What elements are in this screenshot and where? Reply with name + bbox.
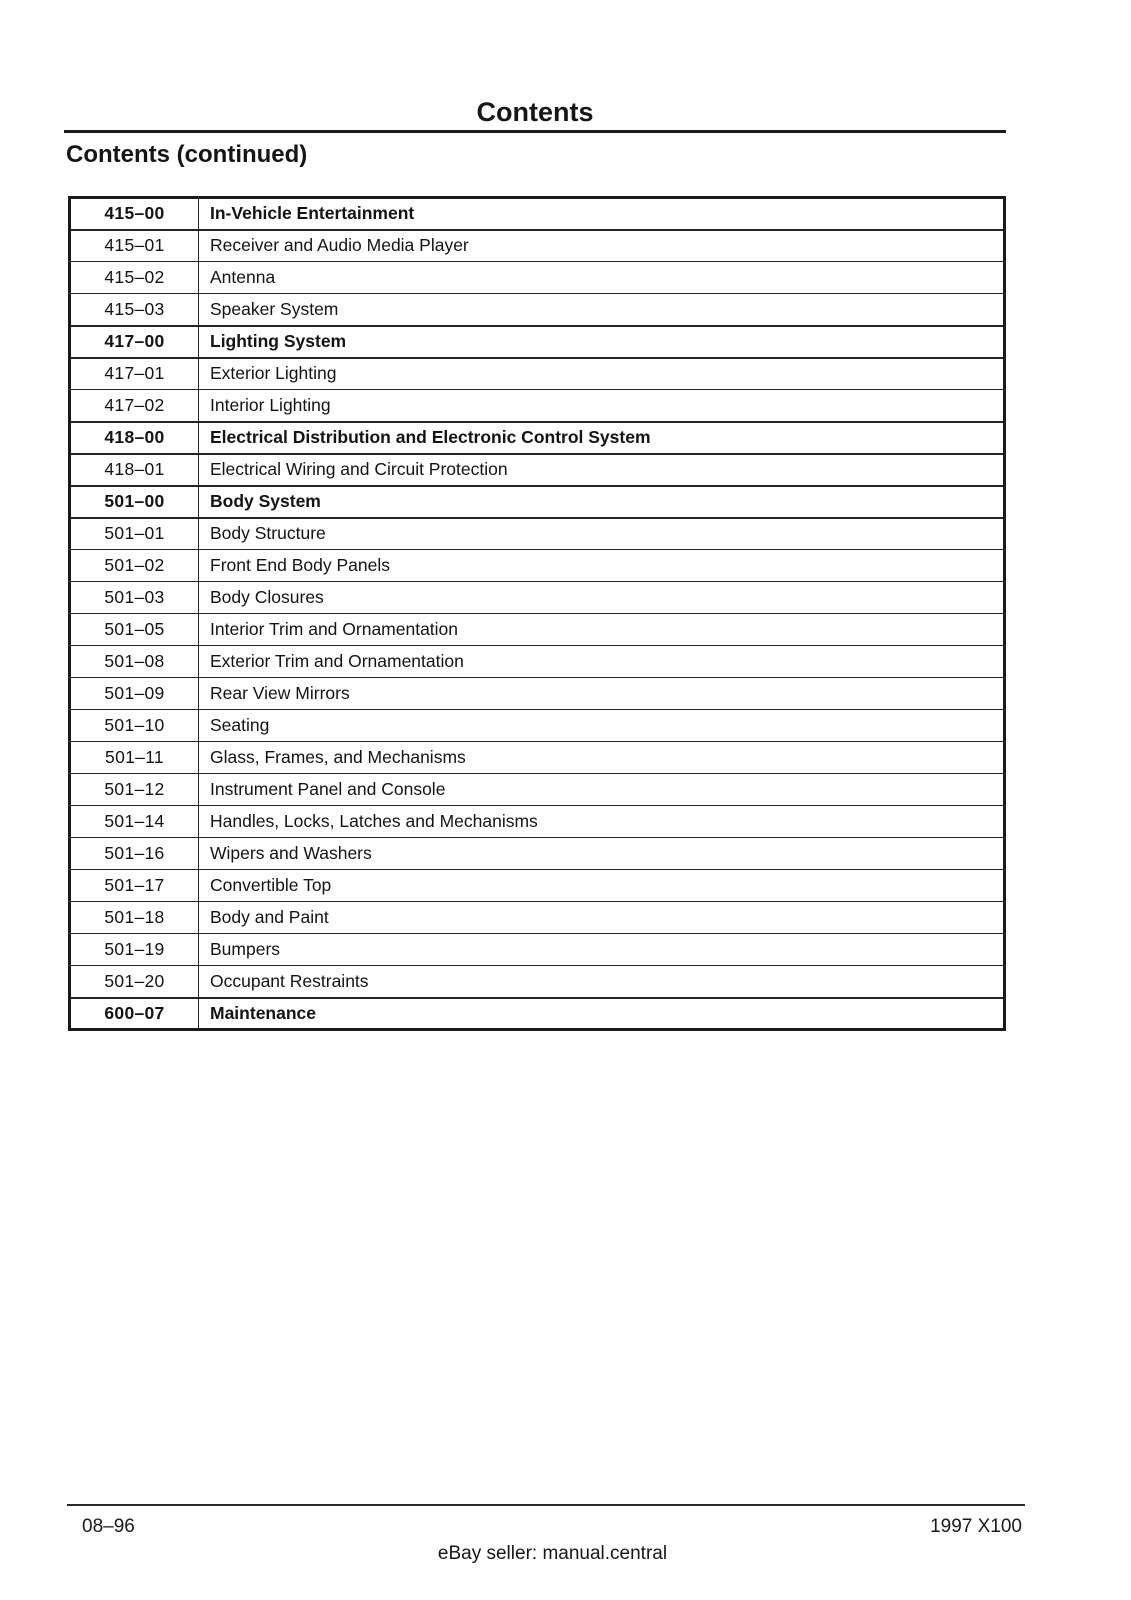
section-title: Front End Body Panels <box>199 550 1005 582</box>
seller-note: eBay seller: manual.central <box>437 1543 668 1564</box>
section-title: Body and Paint <box>199 902 1005 934</box>
table-row <box>70 582 1005 614</box>
section-title: Maintenance <box>199 998 1005 1030</box>
section-title: Instrument Panel and Console <box>199 774 1005 806</box>
section-code: 501–11 <box>70 742 199 774</box>
section-title: Bumpers <box>199 934 1005 966</box>
section-code: 501–14 <box>70 806 199 838</box>
table-row <box>70 486 1005 518</box>
table-row <box>70 646 1005 678</box>
section-code: 418–01 <box>70 454 199 486</box>
table-row <box>70 390 1005 422</box>
section-code: 415–03 <box>70 294 199 326</box>
section-title: Rear View Mirrors <box>199 678 1005 710</box>
table-row <box>70 774 1005 806</box>
title-divider <box>64 130 1006 133</box>
section-code: 417–00 <box>70 326 199 358</box>
table-row <box>70 230 1005 262</box>
page-title: Contents <box>476 97 594 127</box>
footer-divider <box>67 1504 1025 1506</box>
section-title: Speaker System <box>199 294 1005 326</box>
table-row <box>70 614 1005 646</box>
section-title: Occupant Restraints <box>199 966 1005 998</box>
table-row <box>70 358 1005 390</box>
section-code: 418–00 <box>70 422 199 454</box>
section-title: Body Structure <box>199 518 1005 550</box>
section-title: Wipers and Washers <box>199 838 1005 870</box>
section-code: 501–16 <box>70 838 199 870</box>
section-title: Electrical Distribution and Electronic Control System <box>199 422 1005 454</box>
table-row <box>70 998 1005 1030</box>
section-title: Electrical Wiring and Circuit Protection <box>199 454 1005 486</box>
table-row <box>70 838 1005 870</box>
section-code: 415–00 <box>70 198 199 230</box>
table-row <box>70 678 1005 710</box>
section-title: Seating <box>199 710 1005 742</box>
section-title: Exterior Trim and Ornamentation <box>199 646 1005 678</box>
table-row <box>70 518 1005 550</box>
footer-model: 1997 X100 <box>930 1516 1022 1537</box>
section-title: Handles, Locks, Latches and Mechanisms <box>199 806 1005 838</box>
footer-date: 08–96 <box>82 1516 135 1537</box>
section-title: Interior Trim and Ornamentation <box>199 614 1005 646</box>
table-row <box>70 198 1005 230</box>
table-row <box>70 902 1005 934</box>
section-code: 415–02 <box>70 262 199 294</box>
table-row <box>70 710 1005 742</box>
section-title: Exterior Lighting <box>199 358 1005 390</box>
table-row <box>70 966 1005 998</box>
section-code: 501–03 <box>70 582 199 614</box>
table-row <box>70 454 1005 486</box>
section-code: 501–05 <box>70 614 199 646</box>
section-code: 415–01 <box>70 230 199 262</box>
section-title: Lighting System <box>199 326 1005 358</box>
section-title: Body Closures <box>199 582 1005 614</box>
table-row <box>70 550 1005 582</box>
section-code: 501–19 <box>70 934 199 966</box>
section-title: In-Vehicle Entertainment <box>199 198 1005 230</box>
section-code: 501–10 <box>70 710 199 742</box>
section-code: 501–20 <box>70 966 199 998</box>
table-row <box>70 934 1005 966</box>
section-code: 501–09 <box>70 678 199 710</box>
section-title: Antenna <box>199 262 1005 294</box>
section-code: 417–02 <box>70 390 199 422</box>
section-title: Interior Lighting <box>199 390 1005 422</box>
table-row <box>70 326 1005 358</box>
contents-table <box>68 196 1006 1031</box>
section-code: 501–12 <box>70 774 199 806</box>
table-row <box>70 294 1005 326</box>
section-code: 501–08 <box>70 646 199 678</box>
section-code: 417–01 <box>70 358 199 390</box>
contents-continued-heading: Contents (continued) <box>66 141 308 168</box>
table-row <box>70 806 1005 838</box>
section-code: 501–17 <box>70 870 199 902</box>
table-row <box>70 262 1005 294</box>
section-code: 501–18 <box>70 902 199 934</box>
table-row <box>70 742 1005 774</box>
section-title: Glass, Frames, and Mechanisms <box>199 742 1005 774</box>
table-row <box>70 870 1005 902</box>
section-code: 501–00 <box>70 486 199 518</box>
section-title: Receiver and Audio Media Player <box>199 230 1005 262</box>
section-code: 600–07 <box>70 998 199 1030</box>
section-code: 501–01 <box>70 518 199 550</box>
table-row <box>70 422 1005 454</box>
section-title: Convertible Top <box>199 870 1005 902</box>
section-code: 501–02 <box>70 550 199 582</box>
section-title: Body System <box>199 486 1005 518</box>
